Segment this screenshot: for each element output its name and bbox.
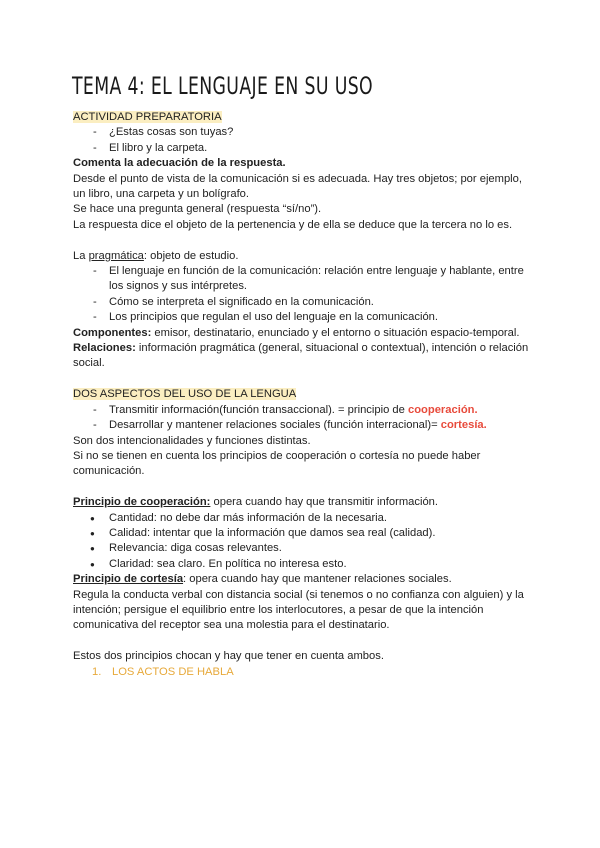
paragraph: Desde el punto de vista de la comunicación si es adecuada. Hay tres objetos; por ejemplo, un libro, una carpeta y un bolígrafo.	[73, 172, 523, 201]
pragmatics-intro: La pragmática: objeto de estudio.	[73, 249, 239, 262]
pragmatics-term: pragmática	[88, 249, 144, 262]
paragraph: Son dos intencionalidades y funciones distintas.	[73, 434, 311, 447]
cooperation-line: Principio de cooperación: opera cuando hay que transmitir información.	[73, 496, 438, 509]
paragraph: Estos dos principios chocan y hay que tener en cuenta ambos.	[73, 650, 384, 663]
list-item: ● Calidad: intentar que la información que damos sea real (calidad).	[73, 526, 533, 541]
pragmatics-list	[73, 264, 533, 326]
activity-list	[73, 125, 533, 156]
paragraph: Regula la conducta verbal con distancia social (si tenemos o no confianza con alguien) y la intención; persigue el equilibrio entre los interlocutores, a pesar de que la intención comunicativa del receptor sea una molestia para el destinatario.	[73, 588, 524, 632]
list-item: ● Relevancia: diga cosas relevantes.	[73, 541, 533, 556]
paragraph: Se hace una pregunta general (respuesta “sí/no”).	[73, 203, 322, 216]
paragraph: Si no se tienen en cuenta los principios de cooperación o cortesía no puede haber comunicación.	[73, 449, 481, 478]
list-item: ● Claridad: sea claro. En política no interesa esto.	[73, 557, 533, 572]
page-title: TEMA 4: EL LENGUAJE EN SU USO	[72, 72, 373, 100]
list-item: - Los principios que regulan el uso del lenguaje en la comunicación.	[73, 310, 533, 325]
document-body	[73, 110, 533, 680]
section-heading: 1. LOS ACTOS DE HABLA	[92, 665, 234, 678]
courtesy-line: Principio de cortesía: opera cuando hay que mantener relaciones sociales.	[73, 573, 452, 586]
paragraph: La respuesta dice el objeto de la pertenencia y de ella se deduce que la tercera no lo es.	[73, 218, 513, 231]
courtesy-term: cortesía.	[440, 419, 487, 432]
components-line: Componentes: emisor, destinatario, enunciado y el entorno o situación espacio-temporal.	[73, 326, 520, 339]
list-item: - ¿Estas cosas son tuyas?	[73, 125, 533, 140]
maxims-list	[73, 511, 533, 573]
list-item: - Transmitir información(función transaccional). = principio de cooperación.	[73, 403, 533, 418]
list-item: - Desarrollar y mantener relaciones sociales (función interracional)= cortesía.	[73, 418, 533, 433]
aspects-list	[73, 403, 533, 434]
relations-line: Relaciones: información pragmática (general, situacional o contextual), intención o relación social.	[73, 342, 529, 370]
activity-heading: ACTIVIDAD PREPARATORIA	[73, 111, 222, 123]
aspects-heading: DOS ASPECTOS DEL USO DE LA LENGUA	[73, 388, 297, 401]
list-item: - El libro y la carpeta.	[73, 141, 533, 156]
list-item: - Cómo se interpreta el significado en la comunicación.	[73, 295, 533, 310]
activity-subheading: Comenta la adecuación de la respuesta.	[73, 157, 286, 170]
list-item: ● Cantidad: no debe dar más información de la necesaria.	[73, 511, 533, 526]
cooperation-term: cooperación.	[407, 403, 478, 416]
list-item: - El lenguaje en función de la comunicación: relación entre lenguaje y hablante, entre los signos y sus intérpretes.	[73, 264, 533, 295]
